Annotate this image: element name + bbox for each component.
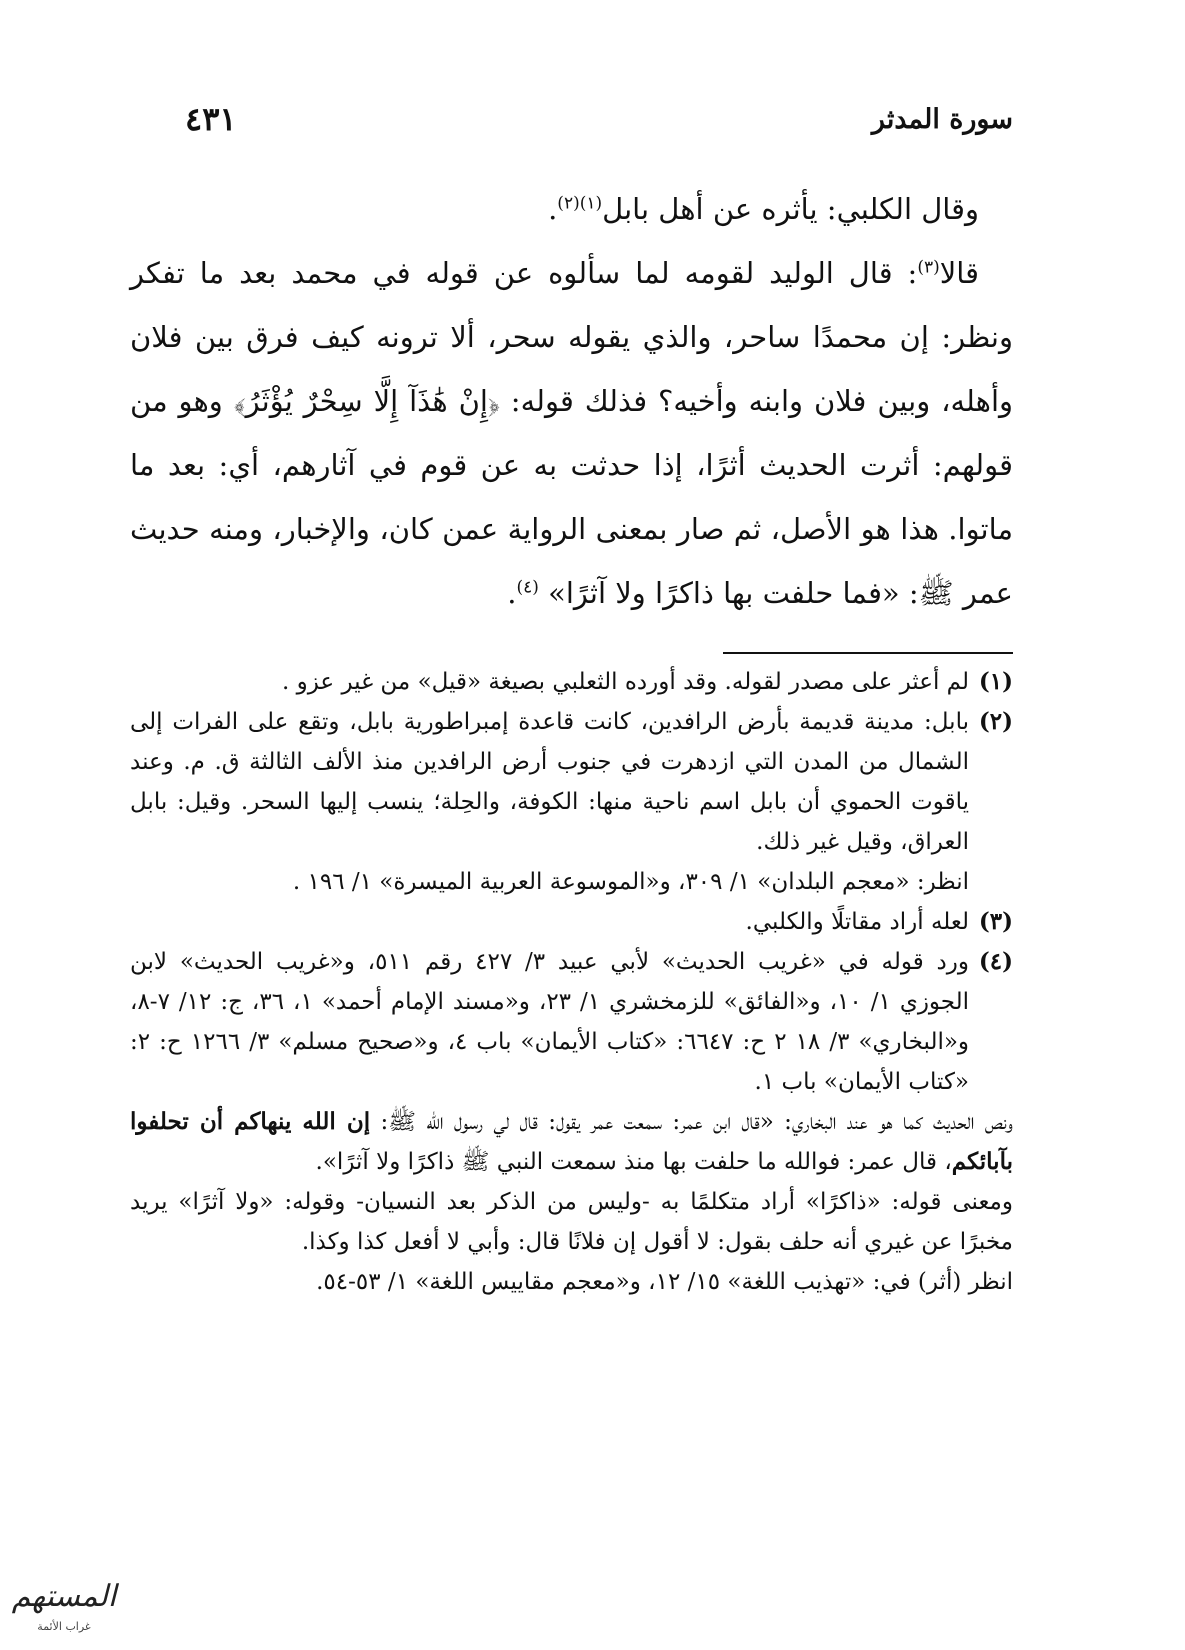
- footnote-number: (٤): [978, 948, 1013, 975]
- main-text: [130, 177, 1013, 625]
- footnote-3: [130, 902, 1013, 942]
- sura-title: سورة المدثر: [871, 104, 1013, 135]
- paragraph-2-lead: قالا: [939, 256, 979, 290]
- page-header: [150, 100, 1013, 146]
- library-seal-icon: [8, 1562, 120, 1642]
- footnote-ref-1-2: (١)(٢): [557, 193, 603, 214]
- paragraph-1: [130, 177, 1013, 241]
- paragraph-2-text: : قال الوليد لقومه لما سألوه عن قوله في محمد بعد ما تفكر ونظر: إن محمدًا ساحر، والذي يقوله سحر، ألا ترونه كيف فرق بين فلان وأهله، وبين فلان وابنه وأخيه؟ فذلك قوله: ﴿إِنْ هَٰذَآ إِلَّا سِحْرٌ يُؤْثَرُ﴾ وهو من قولهم: أثرت الحديث أثرًا، إذا حدثت به عن قوم في آثارهم، أي: بعد ما ماتوا. هذا هو الأصل، ثم صار بمعنى الرواية عمن كان، والإخبار، ومنه حديث عمر ﷺ: «فما حلفت بها ذاكرًا ولا آثرًا»: [130, 256, 1014, 610]
- footnote-4-hadith: [130, 1102, 1013, 1182]
- footnote-4-see: [130, 1262, 1013, 1302]
- footnote-text: لعله أراد مقاتلًا والكلبي.: [745, 909, 969, 935]
- footnote-2: [130, 702, 1013, 902]
- footnote-divider: [723, 652, 1013, 654]
- footnote-ref-4: (٤): [516, 577, 539, 598]
- footnote-text: لم أعثر على مصدر لقوله. وقد أورده الثعلبي بصيغة «قيل» من غير عزو .: [282, 669, 969, 695]
- footnote-text: بابل: مدينة قديمة بأرض الرافدين، كانت قاعدة إمبراطورية بابل، وتقع على الفرات إلى الشمال من المدن التي ازدهرت في جنوب أرض الرافدين منذ الألف الثالثة ق. م. وعند ياقوت الحموي أن بابل اسم ناحية منها: الكوفة، والحِلة؛ ينسب إليها السحر. وقيل: بابل العراق، وقيل غير ذلك.: [130, 709, 969, 855]
- paragraph-2-end: .: [507, 576, 517, 610]
- hadith-bold: إن الله ينهاكم أن تحلفوا بآبائكم: [130, 1108, 1013, 1175]
- paragraph-2: [130, 241, 1013, 625]
- footnotes: [130, 662, 1013, 1302]
- footnote-number: (٢): [978, 708, 1013, 735]
- footnote-4: [130, 942, 1013, 1102]
- footnote-see: انظر: «معجم البلدان» ١/ ٣٠٩، و«الموسوعة العربية الميسرة» ١/ ١٩٦ .: [292, 869, 969, 895]
- footnote-text: ورد قوله في «غريب الحديث» لأبي عبيد ٣/ ٤٢٧ رقم ٥١١، و«غريب الحديث» لابن الجوزي ١/ ١٠، و«الفائق» للزمخشري ١/ ٢٣، و«مسند الإمام أحمد» ١، ٣٦، ج: ١٢/ ٧-٨، و«البخاري» ٣/ ١٨ ٢ ح: ٦٦٤٧: «كتاب الأيمان» باب ٤، و«صحيح مسلم» ٣/ ١٢٦٦ ح: ٢: «كتاب الأيمان» باب ١.: [130, 949, 970, 1095]
- page-number: ٤٣١: [185, 100, 237, 138]
- seal-small-text: غراب الأئمة: [37, 1620, 91, 1633]
- hadith-text-2: ، قال عمر: فوالله ما حلفت بها منذ سمعت النبي ﷺ ذاكرًا ولا آثرًا».: [315, 1149, 952, 1175]
- footnote-ref-3: (٣): [917, 257, 940, 278]
- footnote-4-meaning: [130, 1182, 1013, 1262]
- paragraph-1-end: .: [548, 192, 558, 226]
- see-text: انظر (أثر) في: «تهذيب اللغة» ١٥/ ١٢، و«معجم مقاييس اللغة» ١/ ٥٣-٥٤.: [316, 1269, 1013, 1295]
- footnote-1: [130, 662, 1013, 702]
- meaning-text: ومعنى قوله: «ذاكرًا» أراد متكلمًا به -وليس من الذكر بعد النسيان- وقوله: «ولا آثرًا» يريد مخبرًا عن غيري أنه حلف بقول: لا أقول إن فلانًا قال: وأبي لا أفعل كذا وكذا.: [130, 1189, 1013, 1255]
- seal-text: المستهم: [11, 1579, 117, 1614]
- footnote-number: (١): [978, 668, 1013, 695]
- hadith-text-1: ونص الحديث كما هو عند البخاري: «قال ابن عمر: سمعت عمر يقول: قال لي رسول الله ﷺ:: [370, 1109, 1013, 1135]
- footnote-number: (٣): [978, 908, 1013, 935]
- paragraph-1-text: وقال الكلبي: يأثره عن أهل بابل: [602, 192, 979, 226]
